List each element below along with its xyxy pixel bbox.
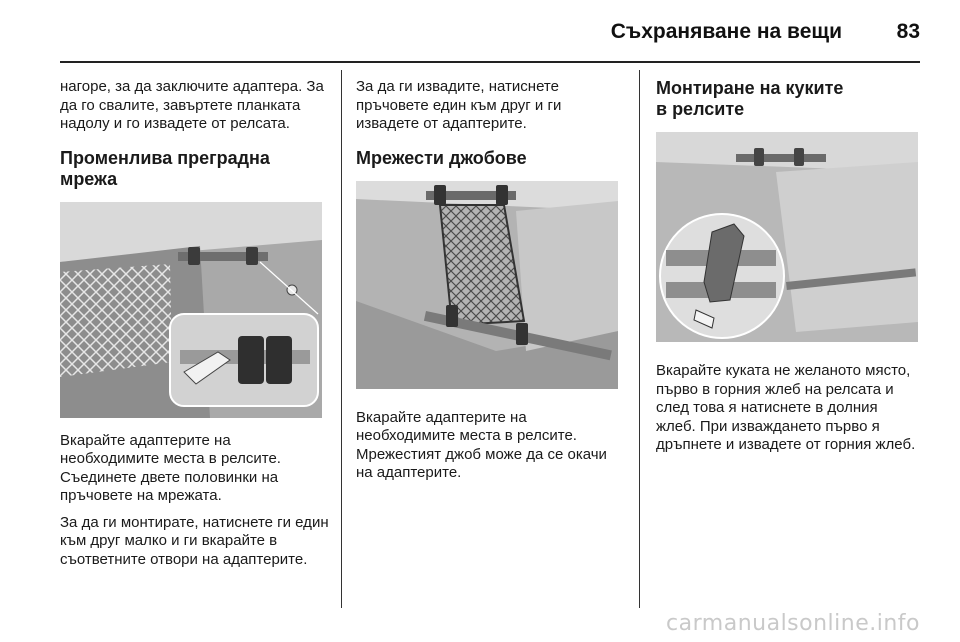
column-divider-2 xyxy=(639,70,640,608)
col3-paragraph-1: Вкарайте куката не желаното място, първо в горния жлеб на релсата и след това я натиснете в долния жлеб. При изваждането първо я дръпнете и извадете от горния жлеб. xyxy=(656,362,916,453)
col2-intro-text: За да ги извадите, натиснете пръчовете един към друг и ги извадете от адаптерите. xyxy=(356,78,562,132)
page-number: 83 xyxy=(896,20,920,43)
net-pocket-illustration xyxy=(356,181,618,389)
section-heading-hooks-line2: в релсите xyxy=(656,99,745,119)
header-divider xyxy=(60,61,920,63)
page-title: Съхраняване на вещи xyxy=(610,20,842,43)
column-3 xyxy=(656,78,920,463)
section-heading-hooks xyxy=(656,78,920,120)
col1-paragraph-2: За да ги монтирате, натиснете ги един към друг малко и ги вкарайте в съответните отвори на адаптерите. xyxy=(60,513,329,568)
col2-paragraph-1: Вкарайте адаптерите на необходимите места в релсите. Мрежестият джоб може да се окачи на адаптерите. xyxy=(356,408,607,481)
hook-mounting-illustration xyxy=(656,132,918,342)
col1-intro-text: нагоре, за да заключите адаптера. За да го свалите, завъртете планката надолу и го извадете от релсата. xyxy=(60,78,324,132)
column-divider-1 xyxy=(341,70,342,608)
col1-paragraph-1: Вкарайте адаптерите на необходимите места в релсите. Съединете двете половинки на пръчовете на мрежата. xyxy=(60,431,281,504)
section-heading-hooks-line1: Монтиране на куките xyxy=(656,78,844,98)
page-header xyxy=(0,0,960,62)
cargo-net-illustration xyxy=(60,202,322,418)
column-1 xyxy=(60,78,330,577)
watermark: carmanualsonline.info xyxy=(666,611,920,636)
section-heading-net-pockets: Мрежести джобове xyxy=(356,147,527,168)
section-heading-cargo-net: Променлива преградна мрежа xyxy=(60,147,270,189)
column-2 xyxy=(356,78,622,491)
